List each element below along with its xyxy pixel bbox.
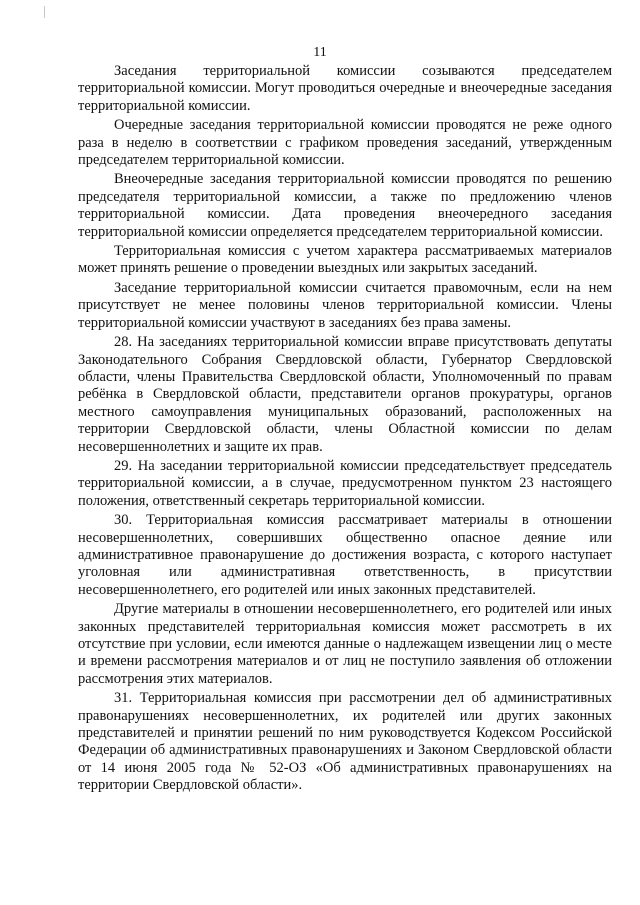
document-body bbox=[78, 63, 612, 797]
paragraph-offsite-closed-meetings: Территориальная комиссия с учетом характера рассматриваемых материалов может принять решение о проведении выездных или закрытых заседаний. bbox=[78, 243, 612, 277]
paragraph-quorum: Заседание территориальной комиссии считается правомочным, если на нем присутствует не менее половины членов территориальной комиссии. Члены территориальной комиссии участвуют в заседаниях без права замены. bbox=[78, 279, 612, 331]
paragraph-extraordinary-meetings: Внеочередные заседания территориальной комиссии проводятся по решению председателя территориальной комиссии, а также по предложению членов территориальной комиссии. Дата проведения внеочередного заседания территориальной комиссии определяется председателем территориальной комиссии. bbox=[78, 171, 612, 240]
page-number: 11 bbox=[313, 45, 327, 60]
scan-corner-mark bbox=[44, 6, 45, 18]
paragraph-29-chairing: 29. На заседании территориальной комиссии председательствует председатель территориальной комиссии, а в случае, предусмотренном пунктом 23 настоящего положения, ответственный секретарь территориальной комиссии. bbox=[78, 457, 612, 509]
paragraph-other-materials: Другие материалы в отношении несовершеннолетнего, его родителей или иных законных представителей территориальная комиссия может рассмотреть в их отсутствие при условии, если имеются данные о надлежащем извещении лиц о месте и времени рассмотрения материалов и от лиц не поступило заявления об отложении рассмотрения этих материалов. bbox=[78, 601, 612, 687]
paragraph-31-administrative-cases: 31. Территориальная комиссия при рассмотрении дел об административных правонарушениях несовершеннолетних, их родителей или других законных представителей и принятии решений по ним руководствуется Кодексом Российской Федерации об административных правонарушениях и Законом Свердловской области от 14 июня 2005 года № 52-ОЗ «Об административных правонарушениях на территории Свердловской области». bbox=[78, 690, 612, 794]
paragraph-30-materials: 30. Территориальная комиссия рассматривает материалы в отношении несовершеннолетних, совершивших общественно опасное деяние или административное правонарушение до достижения возраста, с которого наступает уголовная или административная ответственность, в присутствии несовершеннолетнего, его родителей или иных законных представителей. bbox=[78, 512, 612, 598]
paragraph-28-attendees: 28. На заседаниях территориальной комиссии вправе присутствовать депутаты Законодательного Собрания Свердловской области, Губернатор Свердловской области, члены Правительства Свердловской области, Уполномоченный по правам ребёнка в Свердловской области, представители органов прокуратуры, органов местного самоуправления муниципальных образований, расположенных на территории Свердловской области, члены Областной комиссии по делам несовершеннолетних и защите их прав. bbox=[78, 334, 612, 455]
paragraph-regular-meetings: Очередные заседания территориальной комиссии проводятся не реже одного раза в неделю в соответствии с графиком проведения заседаний, утвержденным председателем территориальной комиссии. bbox=[78, 117, 612, 169]
paragraph-meetings-convened: Заседания территориальной комиссии созываются председателем территориальной комиссии. Могут проводиться очередные и внеочередные заседания территориальной комиссии. bbox=[78, 63, 612, 114]
